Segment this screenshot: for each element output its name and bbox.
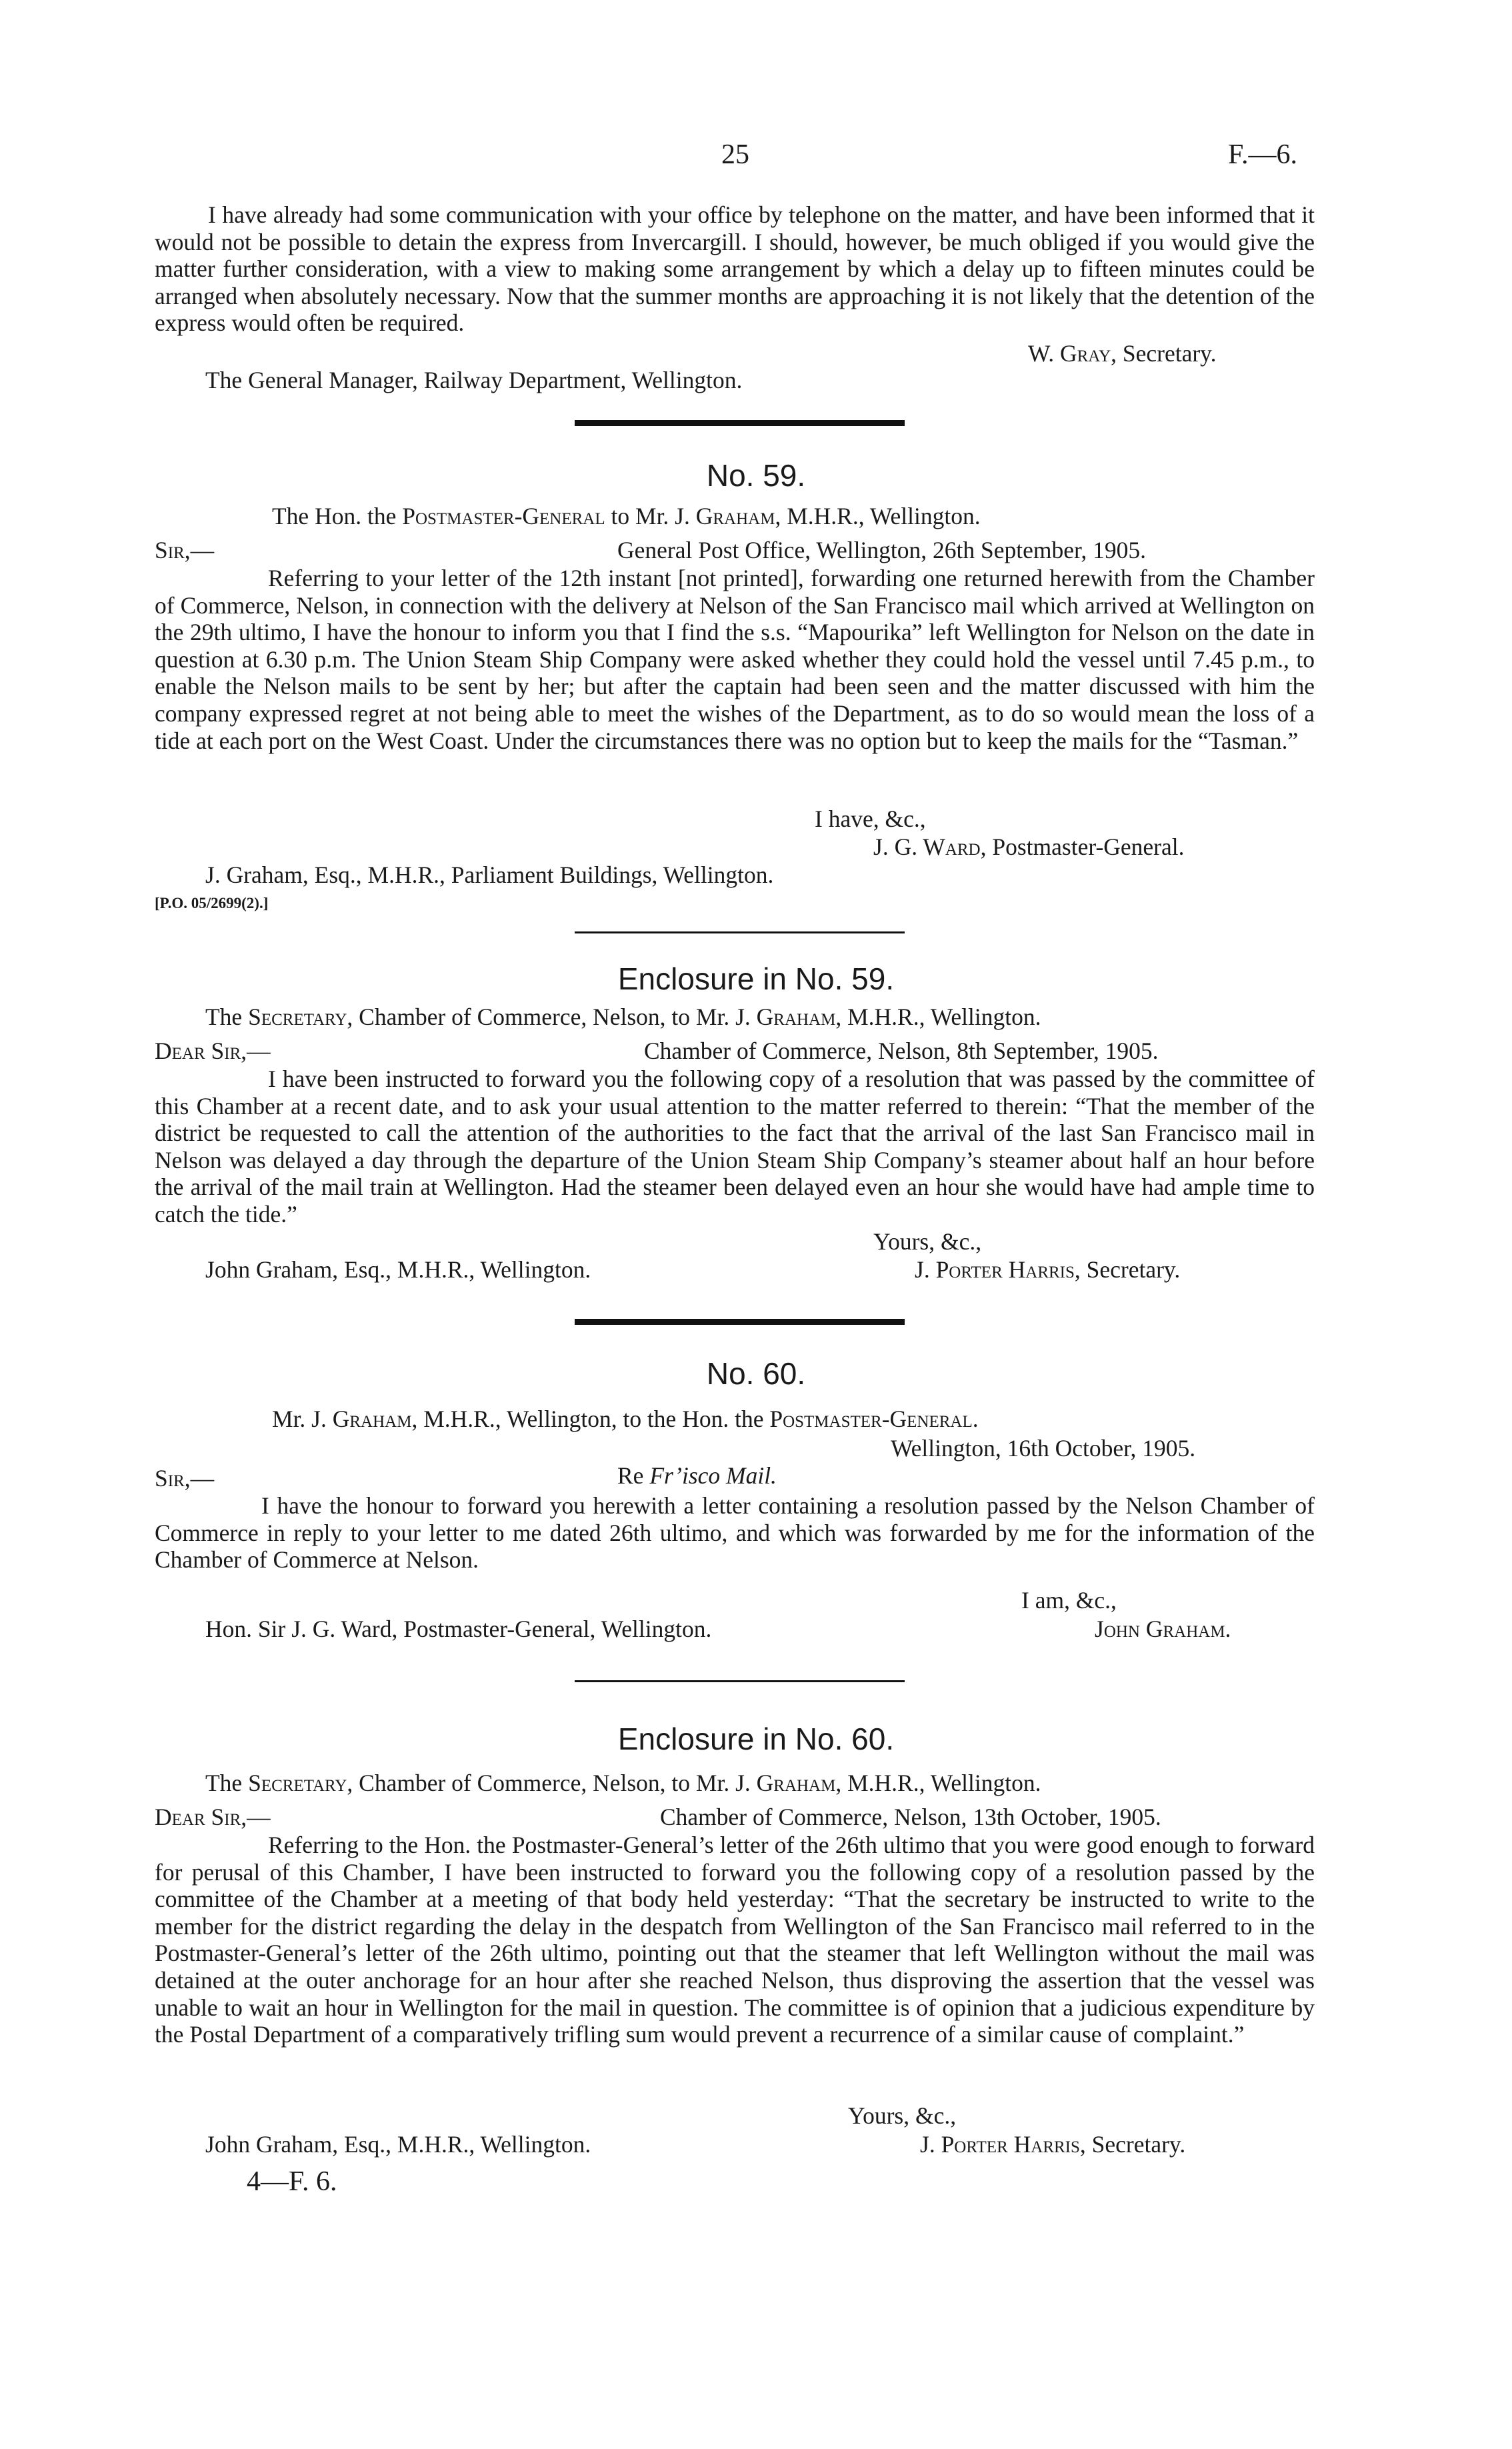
enclosure-59-addressee: John Graham, Esq., M.H.R., Wellington. bbox=[205, 1256, 591, 1283]
enclosure-59-salutation: Dear Sir,— bbox=[155, 1037, 271, 1064]
from-text: to Mr. J. bbox=[611, 503, 690, 529]
from-name: Graham, bbox=[756, 1003, 842, 1030]
letter-59-place-date: General Post Office, Wellington, 26th September, 1905. bbox=[617, 537, 1147, 563]
signature-name: J. G. Ward, bbox=[873, 833, 987, 860]
signature-name: J. Porter Harris, bbox=[915, 1256, 1081, 1283]
from-text: M.H.R., Wellington. bbox=[787, 503, 981, 529]
letter-59-signature bbox=[873, 833, 1185, 860]
top-letter-signature bbox=[1028, 340, 1216, 367]
enclosure-60-salutation: Dear Sir,— bbox=[155, 1804, 271, 1830]
section-divider bbox=[575, 1680, 905, 1682]
top-letter-text: I have already had some communication with your office by telephone on the matter, and have been informed that it would not be possible to detain the express from Invercargill. I should, however, be much obliged if you would give the matter further consideration, with a view to making some arrangement by which a delay up to fifteen minutes could be arranged when absolutely necessary. Now that the summer months are approaching it is not likely that the detention of the express would often be required. bbox=[155, 201, 1315, 337]
from-text: The bbox=[205, 1003, 243, 1030]
from-title: Postmaster-General. bbox=[769, 1406, 979, 1432]
enclosure-59-heading: Enclosure in No. 59. bbox=[617, 961, 895, 996]
section-divider bbox=[575, 931, 905, 933]
from-text: M.H.R., Wellington. bbox=[847, 1003, 1041, 1030]
from-text: The Hon. the bbox=[272, 503, 397, 529]
letter-59-text: Referring to your letter of the 12th instant [not printed], forwarding one returned herewith from the Chamber of Commerce, Nelson, in connection with the delivery at Nelson of the San Francisco mail which arrived at Wellington on the 29th ultimo, I have the honour to inform you that I find the s.s. “Mapourika” left Wellington for Nelson on the date in question at 6.30 p.m. The Union Steam Ship Company were asked whether they could hold the vessel until 7.45 p.m., to enable the Nelson mails to be sent by her; but after the captain had been seen and the matter discussed with him the company expressed regret at not being able to meet the wishes of the Department, as to do so would mean the loss of a tide at each port on the West Coast. Under the circumstances there was no option but to keep the mails for the “Tasman.” bbox=[155, 565, 1315, 754]
letter-60-salutation: Sir,— bbox=[155, 1465, 215, 1492]
letter-59-from-line bbox=[272, 503, 981, 529]
letter-59-paragraph bbox=[155, 565, 1315, 754]
page-number: 25 bbox=[721, 139, 749, 170]
letter-60-addressee: Hon. Sir J. G. Ward, Postmaster-General, Wellington. bbox=[205, 1616, 712, 1642]
letter-60-subject bbox=[617, 1462, 777, 1489]
from-title: Secretary, bbox=[248, 1770, 353, 1796]
letter-60-place-date: Wellington, 16th October, 1905. bbox=[891, 1435, 1196, 1462]
enclosure-59-from-line bbox=[205, 1003, 1041, 1030]
enclosure-59-place-date: Chamber of Commerce, Nelson, 8th September, 1905. bbox=[644, 1037, 1159, 1064]
signature-title: Postmaster-General. bbox=[992, 833, 1185, 860]
enclosure-60-heading: Enclosure in No. 60. bbox=[617, 1722, 895, 1756]
enclosure-59-signature bbox=[915, 1256, 1180, 1283]
enclosure-60-addressee: John Graham, Esq., M.H.R., Wellington. bbox=[205, 2131, 591, 2158]
from-text: Mr. J. bbox=[272, 1406, 327, 1432]
letter-60-from-line bbox=[272, 1406, 979, 1432]
letter-59-heading: No. 59. bbox=[706, 458, 806, 493]
signature-name: W. Gray, bbox=[1028, 340, 1117, 367]
from-name: Graham, bbox=[756, 1770, 842, 1796]
signature-name: J. Porter Harris, bbox=[920, 2131, 1086, 2158]
enclosure-60-from-line bbox=[205, 1770, 1041, 1796]
letter-60-heading: No. 60. bbox=[706, 1356, 806, 1391]
letter-60-signature: John Graham. bbox=[1095, 1616, 1231, 1642]
from-title: Secretary, bbox=[248, 1003, 353, 1030]
file-reference: [P.O. 05/2699(2).] bbox=[155, 895, 269, 911]
top-letter-addressee: The General Manager, Railway Department, Wellington. bbox=[205, 367, 743, 393]
document-reference: F.—6. bbox=[1228, 139, 1297, 170]
top-letter-paragraph bbox=[155, 201, 1315, 337]
letter-59-addressee: J. Graham, Esq., M.H.R., Parliament Buildings, Wellington. bbox=[205, 861, 774, 888]
enclosure-60-paragraph bbox=[155, 1832, 1315, 2048]
letter-60-closing: I am, &c., bbox=[1021, 1587, 1117, 1614]
subject-title: Fr’isco Mail. bbox=[649, 1462, 777, 1489]
signature-title: Secretary. bbox=[1086, 1256, 1181, 1283]
from-name: Graham, bbox=[695, 503, 781, 529]
printer-signature-mark: 4—F. 6. bbox=[247, 2166, 337, 2197]
letter-59-salutation: Sir,— bbox=[155, 537, 215, 563]
from-title: Postmaster-General bbox=[402, 503, 605, 529]
enclosure-59-paragraph bbox=[155, 1065, 1315, 1228]
subject-prefix: Re bbox=[617, 1462, 644, 1489]
from-text: M.H.R., Wellington. bbox=[847, 1770, 1041, 1796]
enclosure-60-closing: Yours, &c., bbox=[848, 2102, 957, 2129]
from-text: The bbox=[205, 1770, 243, 1796]
from-text: Chamber of Commerce, Nelson, to Mr. J. bbox=[359, 1770, 751, 1796]
section-divider bbox=[575, 420, 905, 426]
enclosure-60-text: Referring to the Hon. the Postmaster-General’s letter of the 26th ultimo that you were good enough to forward for perusal of this Chamber, I have been instructed to forward you the following copy of a resolution passed by the committee of the Chamber at a meeting of that body held yesterday: “That the secretary be instructed to write to the member for the district regarding the delay in the despatch from Wellington of the San Francisco mail referred to in the Postmaster-General’s letter of the 26th ultimo, pointing out that the steamer that left Wellington without the mail was detained at the outer anchorage for an hour after she reached Nelson, thus disproving the assertion that the vessel was unable to wait an hour in Wellington for the mail in question. The committee is of opinion that a judicious expenditure by the Postal Department of a comparatively trifling sum would prevent a recurrence of a similar cause of complaint.” bbox=[155, 1832, 1315, 2048]
enclosure-60-signature bbox=[920, 2131, 1185, 2158]
enclosure-59-closing: Yours, &c., bbox=[873, 1228, 982, 1255]
section-divider bbox=[575, 1319, 905, 1325]
letter-60-text: I have the honour to forward you herewith a letter containing a resolution passed by the Nelson Chamber of Commerce in reply to your letter to me dated 26th ultimo, and which was forwarded by me for the information of the Chamber of Commerce at Nelson. bbox=[155, 1492, 1315, 1574]
letter-59-closing: I have, &c., bbox=[815, 805, 926, 832]
from-text: M.H.R., Wellington, to the Hon. the bbox=[423, 1406, 764, 1432]
from-text: Chamber of Commerce, Nelson, to Mr. J. bbox=[359, 1003, 751, 1030]
enclosure-60-place-date: Chamber of Commerce, Nelson, 13th October, 1905. bbox=[660, 1804, 1161, 1830]
enclosure-59-text: I have been instructed to forward you the following copy of a resolution that was passed by the committee of this Chamber at a recent date, and to ask your usual attention to the matter referred to therein: “That the member of the district be requested to call the attention of the authorities to the fact that the arrival of the last San Francisco mail in Nelson was delayed a day through the departure of the Union Steam Ship Company’s steamer about half an hour before the arrival of the mail train at Wellington. Had the steamer been delayed even an hour she would have had ample time to catch the tide.” bbox=[155, 1065, 1315, 1228]
letter-60-paragraph bbox=[155, 1492, 1315, 1574]
from-name: Graham, bbox=[332, 1406, 418, 1432]
signature-title: Secretary. bbox=[1122, 340, 1217, 367]
signature-title: Secretary. bbox=[1091, 2131, 1186, 2158]
